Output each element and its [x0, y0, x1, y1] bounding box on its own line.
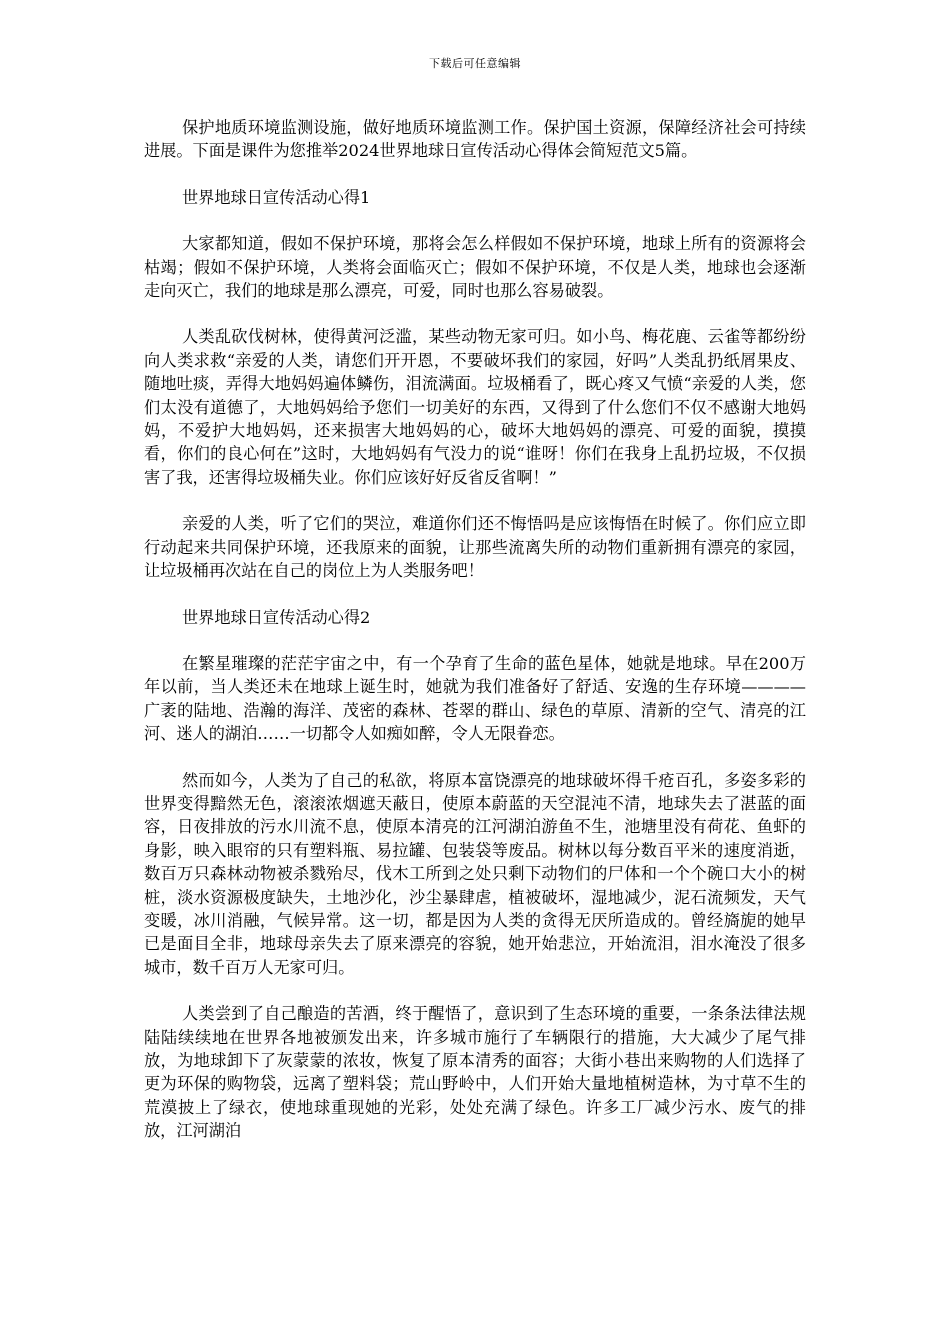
body-paragraph: 亲爱的人类，听了它们的哭泣，难道你们还不悔悟吗是应该悔悟在时候了。你们应立即行动起来共同保护环境，还我原来的面貌，让那些流离失所的动物们重新拥有漂亮的家园，让垃圾桶再次站在自己的岗位上为人类服务吧！ — [144, 514, 806, 581]
body-paragraph: 人类乱砍伐树林，使得黄河泛滥，某些动物无家可归。如小鸟、梅花鹿、云雀等都纷纷向人类求救“亲爱的人类，请您们开开恩，不要破坏我们的家园，好吗”人类乱扔纸屑果皮、随地吐痰，弄得大地妈妈遍体鳞伤，泪流满面。垃圾桶看了，既心疼又气愤“亲爱的人类，您们太没有道德了，大地妈妈给予您们一切美好的东西，又得到了什么您们不仅不感谢大地妈妈，不爱护大地妈妈，还来损害大地妈妈的心，破坏大地妈妈的漂亮、可爱的面貌，摸摸看，你们的良心何在”这时，大地妈妈有气没力的说“谁呀！你们在我身上乱扔垃圾，不仅损害了我，还害得垃圾桶失业。你们应该好好反省反省啊！” — [144, 327, 806, 487]
body-paragraph: 人类尝到了自己酿造的苦酒，终于醒悟了，意识到了生态环境的重要，一条条法律法规陆陆续续地在世界各地被颁发出来，许多城市施行了车辆限行的措施，大大减少了尾气排放，为地球卸下了灰蒙蒙的浓妆，恢复了原本清秀的面容；大街小巷出来购物的人们选择了更为环保的购物袋，远离了塑料袋；荒山野岭中，人们开始大量地植树造林，为寸草不生的荒漠披上了绿衣，使地球重现她的光彩，处处充满了绿色。许多工厂减少污水、废气的排放，江河湖泊 — [144, 1004, 806, 1141]
section-heading-2: 世界地球日宣传活动心得2 — [182, 607, 371, 627]
document-body — [144, 116, 806, 1166]
intro-paragraph: 保护地质环境监测设施，做好地质环境监测工作。保护国土资源，保障经济社会可持续进展。下面是课件为您推举2024世界地球日宣传活动心得体会简短范文5篇。 — [144, 118, 806, 161]
body-paragraph: 然而如今，人类为了自己的私欲，将原本富饶漂亮的地球破坏得千疮百孔，多姿多彩的世界变得黯然无色，滚滚浓烟遮天蔽日，使原本蔚蓝的天空混沌不清，地球失去了湛蓝的面容，日夜排放的污水川流不息，使原本清亮的江河湖泊游鱼不生，池塘里没有荷花、鱼虾的身影，映入眼帘的只有塑料瓶、易拉罐、包装袋等废品。树林以每分数百平米的速度消逝，数百万只森林动物被杀戮殆尽，伐木工所到之处只剩下动物们的尸体和一个个碗口大小的树桩，淡水资源极度缺失，土地沙化，沙尘暴肆虐，植被破坏，湿地减少，泥石流频发，天气变暖，冰川消融，气候异常。这一切，都是因为人类的贪得无厌所造成的。曾经旖旎的她早已是面目全非，地球母亲失去了原来漂亮的容貌，她开始悲泣，开始流泪，泪水淹没了很多城市，数千百万人无家可归。 — [144, 770, 806, 977]
page-header: 下载后可任意编辑 — [429, 57, 521, 70]
section-heading-1: 世界地球日宣传活动心得1 — [182, 187, 371, 207]
body-paragraph: 在繁星璀璨的茫茫宇宙之中，有一个孕育了生命的蓝色星体，她就是地球。早在200万年以前，当人类还未在地球上诞生时，她就为我们准备好了舒适、安逸的生存环境————广袤的陆地、浩瀚的海洋、茂密的森林、苍翠的群山、绿色的草原、清新的空气、清亮的江河、迷人的湖泊……一切都令人如痴如醉，令人无限眷恋。 — [144, 653, 806, 744]
body-paragraph: 大家都知道，假如不保护环境，那将会怎么样假如不保护环境，地球上所有的资源将会枯竭；假如不保护环境，人类将会面临灭亡；假如不保护环境，不仅是人类，地球也会逐渐走向灭亡，我们的地球是那么漂亮，可爱，同时也那么容易破裂。 — [144, 234, 806, 301]
